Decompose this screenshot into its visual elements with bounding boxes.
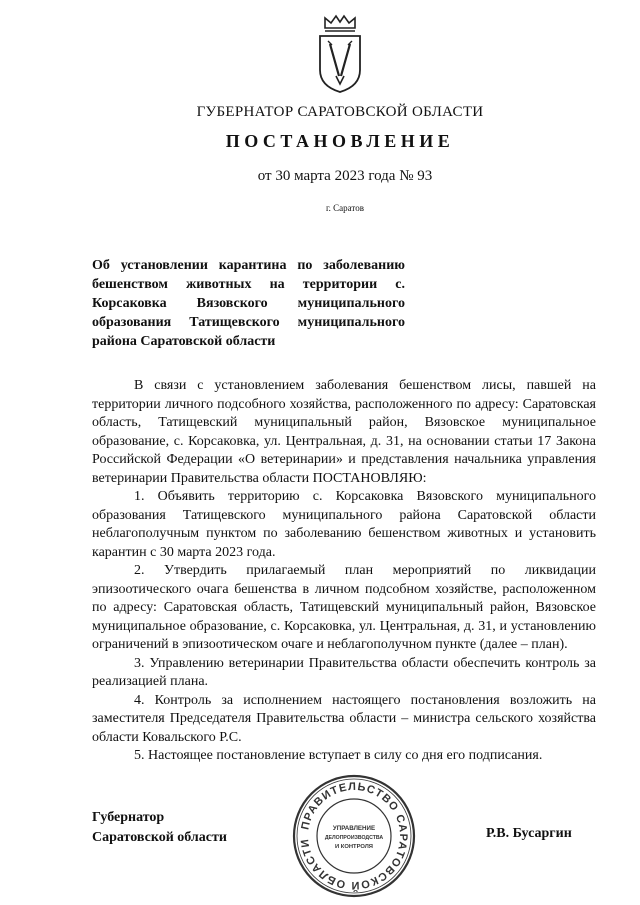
- clause-4: 4. Контроль за исполнением настоящего постановления возложить на заместителя Председателя Правительства области – министра сельского хозяйства области Ковальского Р.С.: [92, 692, 596, 745]
- clause-1: 1. Объявить территорию с. Корсаковка Вязовского муниципального образования Татищевского муниципального района Саратовской области неблагополучным пунктом по заболеванию бешенством животных и установить карантин с 30 марта 2023 года.: [92, 489, 596, 560]
- signatory-title-line-1: Губернатор: [92, 810, 165, 825]
- document-city: г. Саратов: [326, 203, 364, 213]
- preamble-paragraph: В связи с установлением заболевания бешенством лисы, павшей на территории личного подсобного хозяйства, расположенного по адресу: Саратовская область, Татищевский муниципальный район, Вязовское муниципальное образование, с. Корсаковка, ул. Центральная, д. 31, на основании статьи 17 Закона Российской Федерации «О ветеринарии» и представления начальника управления ветеринарии Правительства области ПОСТАНОВЛЯЮ:: [92, 378, 596, 486]
- clause-2: 2. Утвердить прилагаемый план мероприятий по ликвидации эпизоотического очага бешенства в личном подсобном хозяйстве, расположенном по адресу: Саратовская область, Татищевский муниципальный район, Вязовское муниципальное образование, с. Корсаковка, ул. Центральная, д. 31, и установлению ограничений в эпизоотическом очаге и неблагополучном пункте (далее – план).: [92, 563, 596, 652]
- official-seal: [290, 772, 418, 900]
- seal-center-line-2: ДЕЛОПРОИЗВОДСТВА: [324, 835, 384, 841]
- document-type-title: ПОСТАНОВЛЕНИЕ: [225, 131, 455, 151]
- issuing-authority: ГУБЕРНАТОР САРАТОВСКОЙ ОБЛАСТИ: [196, 104, 484, 120]
- document-body: [92, 377, 596, 766]
- document-subject: Об установлении карантина по заболеванию бешенством животных на территории с. Корсаковка Вязовского муниципального образования Татищевского муниципального района Саратовской области: [92, 258, 405, 349]
- saratov-coat-of-arms-icon: [316, 14, 364, 94]
- clause-3: 3. Управлению ветеринарии Правительства области обеспечить контроль за реализацией плана.: [92, 655, 596, 689]
- seal-ring-text: ПРАВИТЕЛЬСТВО САРАТОВСКОЙ ОБЛАСТИ: [298, 780, 410, 892]
- signatory-title: [92, 808, 227, 848]
- signatory-name: Р.В. Бусаргин: [486, 826, 572, 841]
- clause-5: 5. Настоящее постановление вступает в силу со дня его подписания.: [134, 748, 543, 763]
- signatory-title-line-2: Саратовской области: [92, 830, 227, 845]
- seal-center-line-3: И КОНТРОЛЯ: [335, 844, 373, 850]
- document-date-number: от 30 марта 2023 года № 93: [257, 168, 433, 184]
- seal-center-line-1: УПРАВЛЕНИЕ: [332, 825, 376, 832]
